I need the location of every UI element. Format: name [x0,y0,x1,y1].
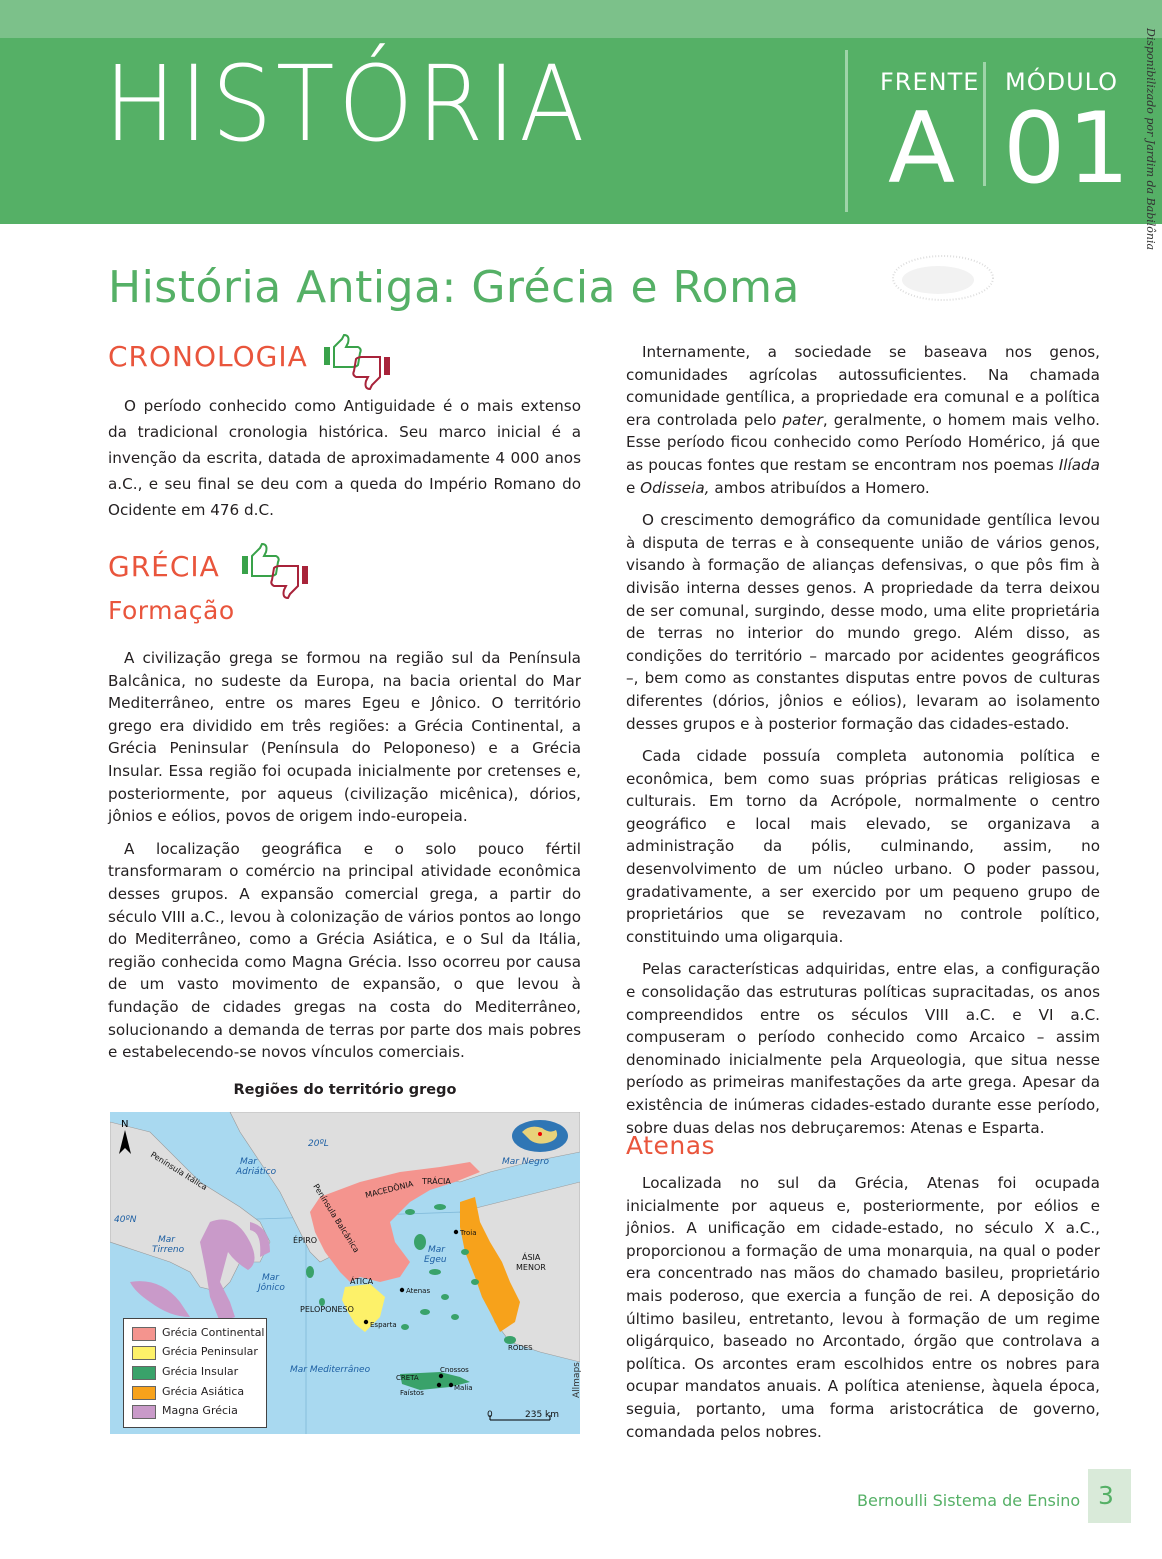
modulo-value: 01 [1003,92,1132,206]
header-divider [845,50,848,212]
legend-swatch [132,1327,156,1341]
paragraph-atenas: Localizada no sul da Grécia, Atenas foi ocupada inicialmente por aqueus e, posteriormente, por eólios e jônios. A unificação em cidade-estado, no século X a.C., proporcionou a formação de uma monarquia, na qual o poder era concentrado nas mãos do chamado basileu, proprietário mais poderoso, que exercia a função de rei. A deposição do último basileu, entretanto, levou à formação de um regime oligárquico, baseado no Arcontado, órgão que controlava a política. Os arcontes eram escolhidos entre os nobres para ocupar mandatos anuais. A política ateniense, àquela época, seguia, portanto, uma forma aristocrática de governo, comandada pelos nobres. [626,1174,1100,1441]
label-peninsula-balcanica: Península Balcânica [311,1182,361,1255]
label-malia: Malia [454,1384,473,1392]
thumbs-icon [240,542,312,602]
legend-label: Grécia Insular [162,1365,239,1378]
section-title-cronologia: CRONOLOGIA [108,340,308,373]
city-esparta [364,1320,368,1324]
legend-swatch [132,1386,156,1400]
top-strip [0,0,1162,38]
label-mar-adriatico: Mar [240,1157,257,1167]
label-rodes: RODES [508,1344,533,1352]
frente-value: A [888,92,956,206]
page-number: 3 [1098,1481,1114,1510]
legend-swatch [132,1366,156,1380]
paragraph-cidade: Cada cidade possuía completa autonomia política e econômica, bem como suas próprias práticas religiosas e culturais. Em torno da Acrópole, normalmente o centro geográfico e local mais elevado, se organizava a administração da pólis, culminando, assim, no desenvolvimento de um núcleo urbano. O poder passou, gradativamente, a ser exercido por um pequeno grupo de proprietários que se revezavam no controle político, constituindo uma oligarquia. [626,747,1100,946]
label-20l: 20ºL [308,1139,329,1149]
label-macedonia: MACEDÔNIA [364,1179,415,1200]
svg-text:Egeu: Egeu [424,1255,447,1265]
label-epiro: ÉPIRO [293,1236,318,1245]
city-atenas [400,1288,404,1292]
legend-swatch [132,1405,156,1419]
svg-text:MENOR: MENOR [516,1263,546,1272]
label-faistos: Faístos [400,1389,424,1397]
paragraph-formacao-2: A localização geográfica e o solo pouco fértil transformaram o comércio na principal atividade econômica desses grupos. A expansão comercial grega, a partir do século VIII a.C., levou à colonização de vários pontos ao longo do Mediterrâneo, como a Grécia Asiática, e o Sul da Itália, região conhecida como Magna Grécia. Isso ocorreu por causa de um vasto movimento de expansão, o que levou à fundação de cidades gregas na costa do Mediterrâneo, solucionando a demanda de terras por parte dos mais pobres e estabelecendo-se novos vínculos comerciais. [108,839,581,1062]
label-atica: ÁTICA [350,1277,374,1286]
subject-title: HISTÓRIA [104,43,589,165]
label-cnossos: Cnossos [440,1366,469,1374]
city-faistos [437,1383,441,1387]
page-title: História Antiga: Grécia e Roma [108,262,800,313]
svg-text:N: N [121,1119,129,1130]
paragraph-crescimento: O crescimento demográfico da comunidade gentílica levou à disputa de terras e à consequente união de vários genos, visando à formação de alianças defensivas, o que pôs fim à divisão interna desses genos. A propriedade da terra deixou de ser comunal, surgindo, desse modo, uma elite proprietária de terras no interior do mundo grego. Além disso, as condições do território – marcado por acidentes geográficos –, bem como as constantes disputas entre povos de culturas diferentes (dórios, jônios e eólios), levaram ao isolamento desses grupos e à posterior formação das cidades-estado. [626,511,1100,733]
map-credit: Allmaps [572,1362,582,1398]
city-troia [454,1230,458,1234]
label-peninsula-italica: Península Itálica [148,1150,209,1193]
section-title-grecia: GRÉCIA [108,550,220,583]
label-40n: 40ºN [114,1215,137,1225]
legend-label: Magna Grécia [162,1404,238,1417]
city-malia [449,1383,453,1387]
label-mar-mediterraneo: Mar Mediterrâneo [290,1365,371,1375]
subsection-title-formacao: Formação [108,596,235,625]
label-mar-egeu: Mar [428,1245,445,1255]
paragraph-formacao-1: A civilização grega se formou na região sul da Península Balcânica, no sudeste da Europa, na bacia oriental do Mar Mediterrâneo, entre os mares Egeu e Jônico. O território grego era dividido em três regiões: a Grécia Continental, a Grécia Peninsular (Península do Peloponeso) e a Grécia Insular. Essa região foi ocupada inicialmente por cretenses e, posteriormente, por aqueus (civilização micênica), dórios, jônios e eólios, povos de origem indo-europeia. [108,649,581,826]
header-divider [983,62,986,186]
globe-inset [512,1120,568,1152]
label-peloponeso: PELOPONESO [300,1305,354,1314]
legend-label: Grécia Asiática [162,1385,245,1398]
label-mar-tirreno: Mar [158,1235,175,1245]
label-tracia: TRÁCIA [422,1177,451,1186]
svg-text:Jônico: Jônico [258,1283,285,1293]
thumbs-icon [322,333,394,393]
frente-label: FRENTE [880,68,980,96]
label-mar-jonico: Mar [262,1273,279,1283]
map-legend [123,1318,267,1428]
city-cnossos [439,1374,443,1378]
footer-publisher: Bernoulli Sistema de Ensino [857,1491,1081,1510]
svg-text:Tirreno: Tirreno [152,1245,185,1255]
label-troia: Troia [460,1229,477,1237]
modulo-label: MÓDULO [1005,68,1119,96]
scale-zero: 0 [487,1410,493,1420]
subsection-title-atenas: Atenas [626,1131,716,1160]
label-creta: CRETA [396,1374,419,1382]
legend-swatch [132,1346,156,1360]
legend-label: Grécia Peninsular [162,1345,258,1358]
label-asia-menor: ÁSIA [522,1253,541,1262]
map-caption: Regiões do território grego [233,1082,457,1098]
label-atenas: Atenas [406,1287,431,1295]
paragraph-genos: Internamente, a sociedade se baseava nos genos, comunidades agrícolas autossuficientes. Na chamada comunidade gentílica, a propriedade era comunal e a política era controlada pelo pater, geralmente, o homem mais velho. Esse período ficou conhecido como Período Homérico, já que as poucas fontes que restam se encontram nos poemas Ilíada e Odisseia, ambos atribuídos a Homero. [626,343,1100,497]
legend-label: Grécia Continental [162,1326,265,1339]
paragraph-arcaico: Pelas características adquiridas, entre elas, a configuração e consolidação das estruturas políticas supracitadas, os anos compreendidos entre os séculos VIII a.C. e VI a.C. compuseram o período conhecido como Arcaico – assim denominado inicialmente pela Arqueologia, que situa nesse período as primeiras manifestações da arte grega. Apesar da existência de inúmeras cidades-estado durante esse período, sobre duas delas nos debruçaremos: Atenas e Esparta. [626,960,1100,1137]
scale-value: 235 km [525,1410,560,1420]
label-esparta: Esparta [370,1321,397,1329]
smudge-mark [888,250,998,306]
paragraph-cronologia: O período conhecido como Antiguidade é o mais extenso da tradicional cronologia histórica. Seu marco inicial é a invenção da escrita, datada de aproximadamente 4 000 anos a.C., e seu final se deu com a queda do Império Romano do Ocidente em 476 d.C. [108,397,581,519]
label-mar-negro: Mar Negro [502,1157,550,1167]
side-note: Disponibilizado por Jardim da Babilônia [1144,28,1157,251]
svg-text:Adriático: Adriático [236,1167,277,1177]
